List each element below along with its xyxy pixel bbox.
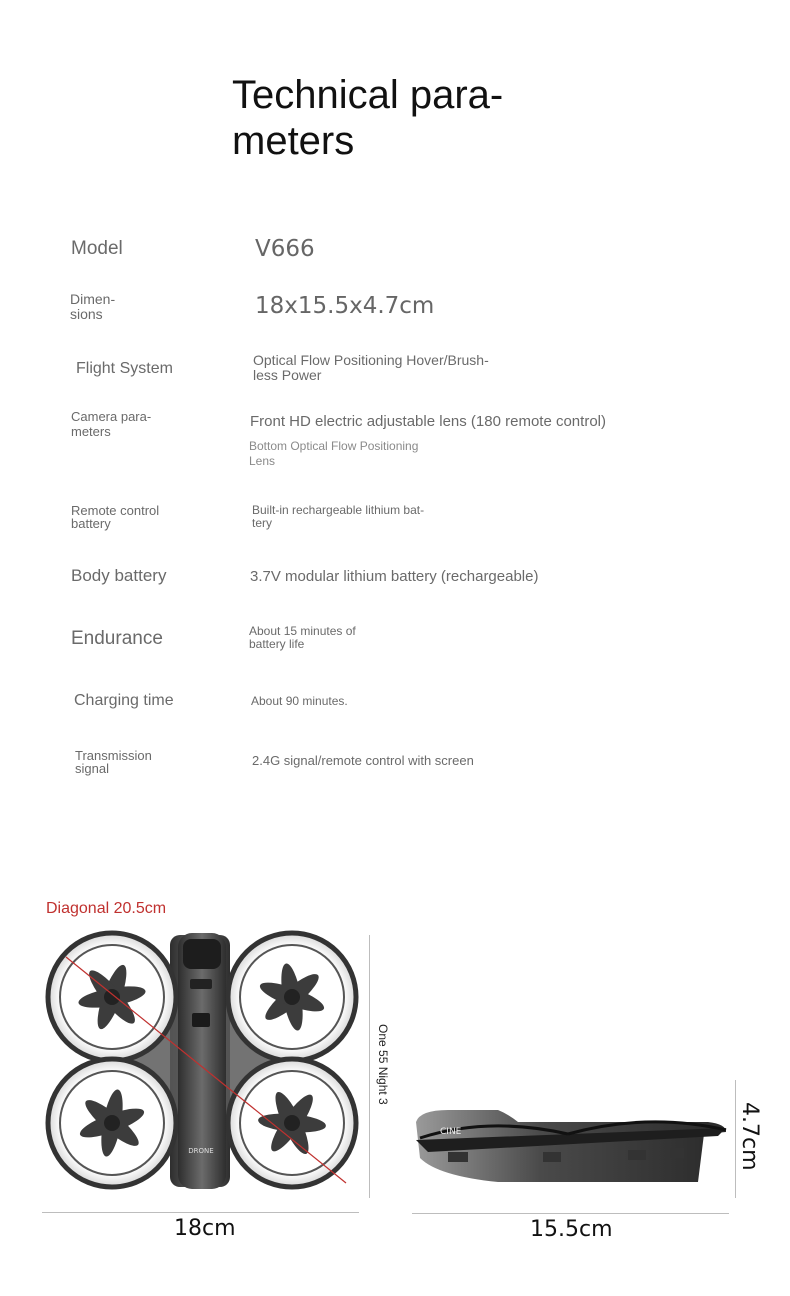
param-label-model: Model [71, 238, 123, 259]
diagonal-label: Diagonal 20.5cm [46, 900, 167, 917]
width-guide-line [42, 1212, 359, 1213]
side-note: One 55 Night 3 [376, 1024, 390, 1105]
param-label-dimensions: Dimen- sions [70, 291, 116, 322]
param-label-endurance: Endurance [71, 628, 163, 649]
param-value-endurance: About 15 minutes of battery life [249, 624, 356, 651]
depth-line [412, 1213, 729, 1214]
depth-guide-line [735, 1080, 736, 1198]
param-value-flight-system: Optical Flow Positioning Hover/Brush- less Power [253, 352, 489, 383]
width-label: 18cm [174, 1216, 236, 1241]
param-label-transmission: Transmission signal [75, 748, 152, 776]
param-value-dimensions: 18x15.5x4.7cm [255, 293, 435, 319]
param-value-transmission: 2.4G signal/remote control with screen [252, 753, 474, 768]
param-label-body-battery: Body battery [71, 566, 167, 585]
param-label-camera: Camera para- meters [71, 409, 152, 439]
param-value-remote-battery: Built-in rechargeable lithium bat- tery [252, 503, 425, 530]
param-value-model: V666 [255, 236, 315, 262]
param-label-flight-system: Flight System [76, 360, 173, 377]
drone-top-view [40, 925, 365, 1195]
param-value-body-battery: 3.7V modular lithium battery (rechargeable) [250, 568, 539, 585]
depth-label: 15.5cm [530, 1217, 613, 1242]
param-value-camera-bottom: Bottom Optical Flow Positioning Lens [249, 439, 419, 468]
param-label-charging-time: Charging time [74, 692, 174, 709]
param-value-charging-time: About 90 minutes. [251, 694, 348, 708]
drone-side-view [408, 1100, 733, 1200]
height-guide-line [369, 935, 370, 1198]
side-brand-text: CINE [440, 1127, 462, 1137]
param-label-remote-battery: Remote control battery [71, 503, 160, 531]
drone-brand-text: DRONE [188, 1147, 214, 1155]
page-title: Technical para- meters [232, 73, 504, 163]
param-value-camera-front: Front HD electric adjustable lens (180 remote control) [250, 413, 606, 430]
height-label: 4.7cm [737, 1102, 762, 1171]
